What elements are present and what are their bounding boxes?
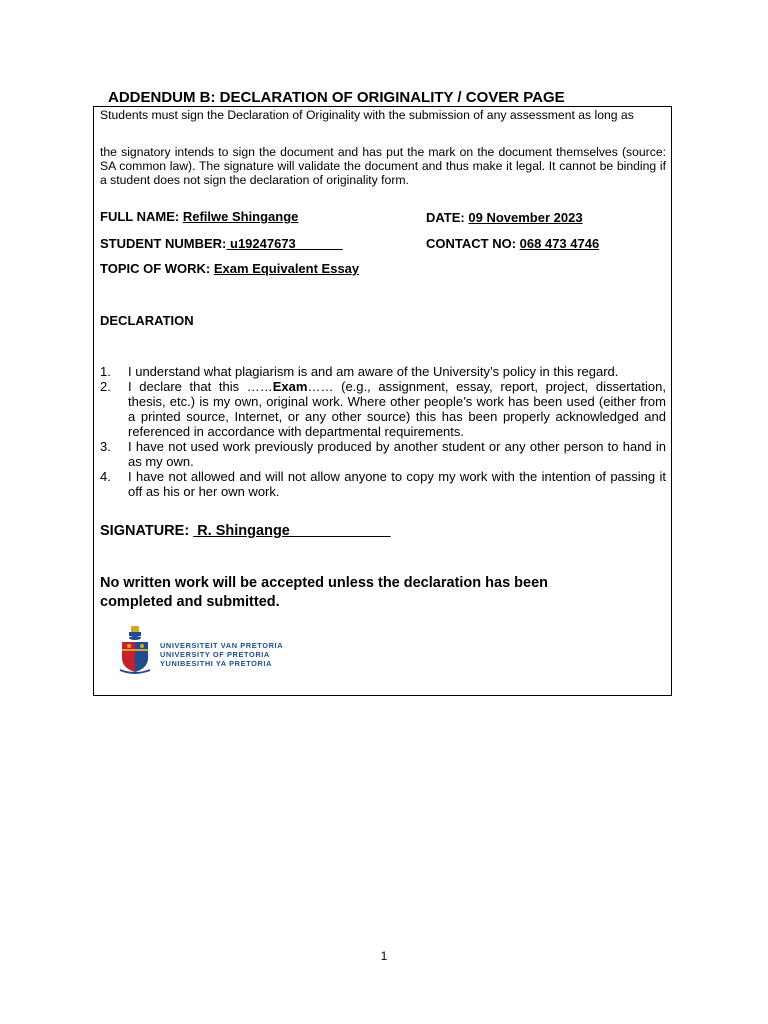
list-text: I have not allowed and will not allow anyone to copy my work with the intention of passing it off as his or her own work. bbox=[128, 469, 666, 499]
logo-line-2: UNIVERSITY OF PRETORIA bbox=[160, 650, 270, 659]
contact-value: 068 473 4746 bbox=[519, 236, 600, 251]
page-title: ADDENDUM B: DECLARATION OF ORIGINALITY / COVER PAGE bbox=[108, 89, 565, 106]
declaration-heading: DECLARATION bbox=[100, 313, 194, 328]
list-number: 4. bbox=[100, 469, 111, 484]
logo-text bbox=[160, 641, 283, 668]
list-item bbox=[100, 439, 666, 469]
topic-field bbox=[100, 261, 359, 276]
logo-line-1: UNIVERSITEIT VAN PRETORIA bbox=[160, 641, 284, 650]
date-label: DATE: bbox=[426, 210, 465, 225]
topic-label: TOPIC OF WORK: bbox=[100, 261, 211, 276]
list-number: 1. bbox=[100, 364, 111, 379]
list-item bbox=[100, 364, 666, 379]
student-number-value: u19247673 bbox=[226, 236, 343, 251]
list-number: 3. bbox=[100, 439, 111, 454]
contact-label: CONTACT NO: bbox=[426, 236, 517, 251]
list-text-pre: I declare that this …… bbox=[128, 379, 273, 394]
coat-of-arms-icon bbox=[116, 624, 156, 676]
topic-value: Exam Equivalent Essay bbox=[213, 261, 360, 276]
warning-text: No written work will be accepted unless the declaration has been completed and submitted. bbox=[100, 575, 549, 610]
list-text: I understand what plagiarism is and am aware of the University’s policy in this regard. bbox=[128, 364, 619, 379]
logo-line-3: YUNIBESITHI YA PRETORIA bbox=[160, 659, 272, 668]
list-item bbox=[100, 379, 666, 439]
work-type-bold: Exam bbox=[272, 379, 308, 394]
full-name-value: Refilwe Shingange bbox=[182, 209, 299, 224]
list-item bbox=[100, 469, 666, 499]
page-number: 1 bbox=[380, 949, 388, 963]
declaration-list bbox=[100, 364, 666, 516]
student-number-field bbox=[100, 236, 343, 251]
full-name-label: FULL NAME: bbox=[100, 209, 180, 224]
full-name-field bbox=[100, 209, 298, 224]
list-number: 2. bbox=[100, 379, 111, 394]
university-logo bbox=[116, 624, 296, 676]
signature-field bbox=[100, 523, 391, 539]
contact-field bbox=[426, 236, 599, 251]
list-text: I have not used work previously produced by another student or any other person to hand in as my own. bbox=[128, 439, 666, 469]
student-number-label: STUDENT NUMBER: bbox=[100, 236, 227, 251]
signature-value: R. Shingange bbox=[193, 523, 391, 539]
intro-paragraph-1: Students must sign the Declaration of Originality with the submission of any assessment as long as bbox=[100, 108, 634, 122]
signature-label: SIGNATURE: bbox=[100, 523, 190, 539]
date-field bbox=[426, 210, 583, 225]
date-value: 09 November 2023 bbox=[468, 210, 583, 225]
list-text-post: …… (e.g., assignment, essay, report, project, dissertation, thesis, etc.) is my own, original work. Where other people’s work has been used (either from a printed source, Internet, or any other source) this has been properly acknowledged and referenced in accordance with departmental requirements. bbox=[128, 379, 666, 439]
intro-paragraph-2: the signatory intends to sign the document and has put the mark on the document themselves (source: SA common law). The signature will validate the document and thus make it legal. It cannot be binding if a student does not sign the declaration of originality form. bbox=[100, 145, 666, 187]
